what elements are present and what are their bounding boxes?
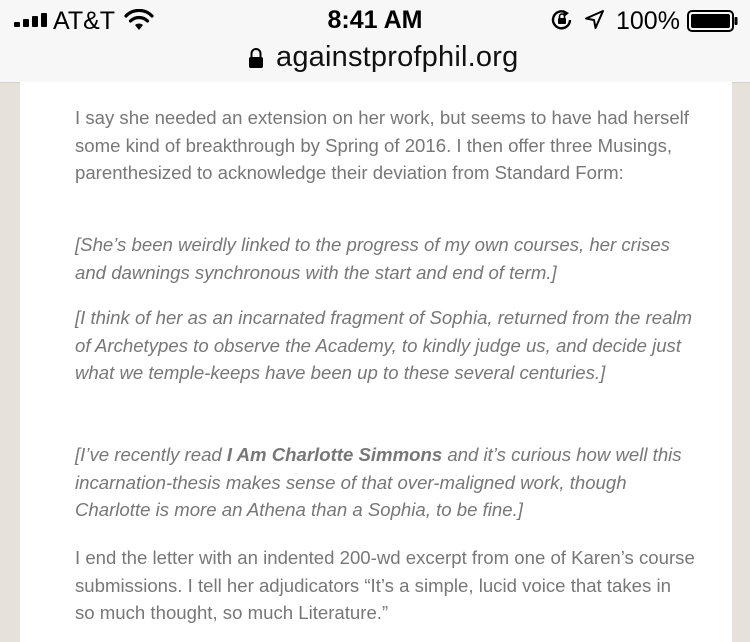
- musing-text-end: and it’s curious how well this incarnation-thesis makes sense of that over-maligned work, though Charlotte is more an Athena than a Sophia, to be fine.]: [75, 444, 682, 520]
- location-arrow-icon: [585, 10, 605, 35]
- article-page: [20, 82, 732, 642]
- browser-top-bar: [0, 0, 750, 83]
- musing-sophia: [I think of her as an incarnated fragment of Sophia, returned from the realm of Archetypes to observe the Academy, to kindly judge us, and decide just what we temple-keeps have been up to these several centuries.]: [75, 307, 693, 383]
- rotation-lock-icon: [550, 9, 574, 36]
- battery-icon: [687, 10, 739, 37]
- address-bar[interactable]: [0, 40, 750, 80]
- lock-icon: [248, 47, 264, 74]
- book-title: I Am Charlotte Simmons: [226, 444, 443, 465]
- status-time: 8:41 AM: [327, 6, 423, 34]
- article-paragraph-letter-end: I end the letter with an indented 200-wd excerpt from one of Karen’s course submissions. I tell her adjudicators “It’s a simple, lucid voice that takes in so much thought, so much Literature.”: [75, 547, 695, 623]
- battery-percent: 100%: [616, 7, 680, 35]
- carrier-name: AT&T: [53, 7, 116, 35]
- musing-courses: [She’s been weirdly linked to the progress of my own courses, her crises and dawnings synchronous with the start and end of term.]: [75, 234, 670, 283]
- musing-text-start: [I’ve recently read: [75, 444, 227, 465]
- musing-charlotte-simmons: [75, 441, 695, 524]
- url-text[interactable]: againstprofphil.org: [276, 41, 519, 73]
- article-paragraph-extension: I say she needed an extension on her work, but seems to have had herself some kind of breakthrough by Spring of 2016. I then offer three Musings, parenthesized to acknowledge their deviation from Standard Form:: [75, 107, 689, 183]
- status-bar: [0, 0, 750, 40]
